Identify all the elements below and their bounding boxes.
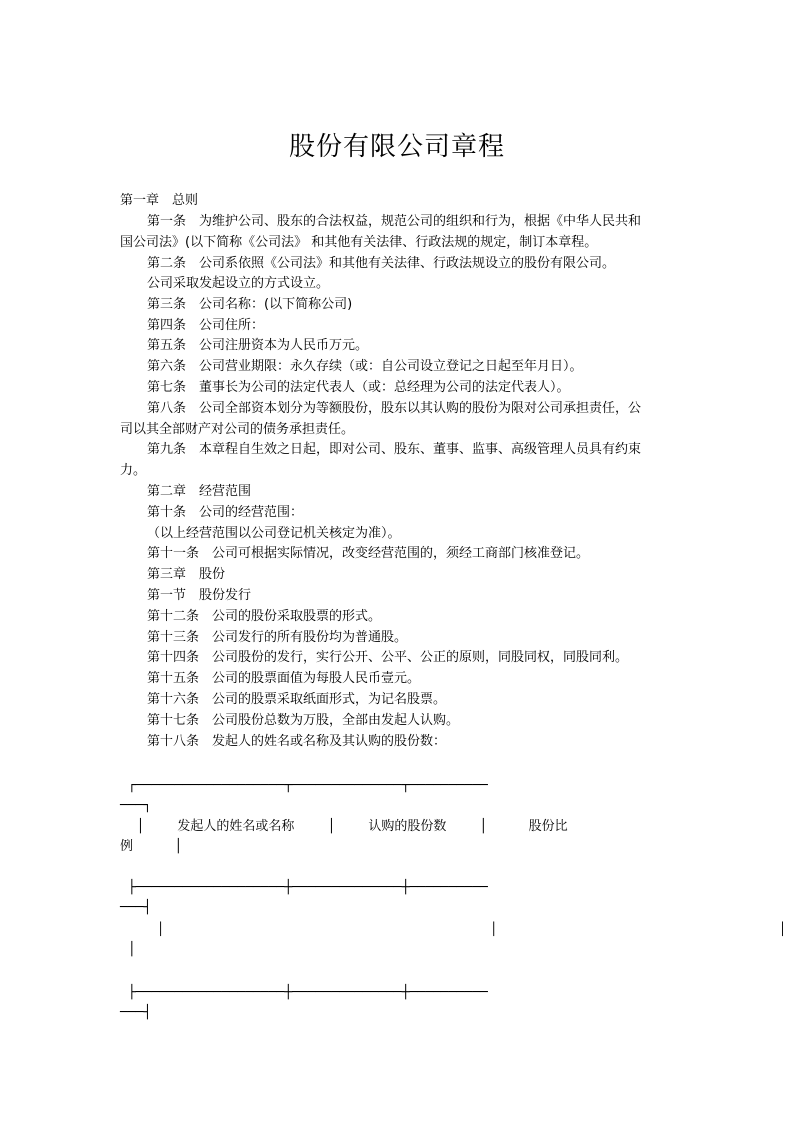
article-line: 第十条 公司的经营范围： [147, 505, 304, 520]
article-line: 第十二条 公司的股份采取股票的形式。 [147, 609, 382, 624]
article-line: 第五条 公司注册资本为人民币万元。 [147, 338, 369, 353]
article-line: 司以其全部财产对公司的债务承担责任。 [120, 422, 355, 437]
article-line: 第四条 公司住所： [147, 318, 265, 333]
table-empty-row-wrap: │ [120, 942, 136, 957]
article-line: 第十六条 公司的股票采取纸面形式，为记名股票。 [147, 692, 447, 707]
article-line: 第十三条 公司发行的所有股份均为普通股。 [147, 630, 408, 645]
article-line: 力。 [120, 463, 147, 478]
page-title: 股份有限公司章程 [288, 132, 505, 162]
article-line: 国公司法》(以下简称《公司法》 和其他有关法律、行政法规的规定，制订本章程。 [120, 235, 598, 250]
article-line: 第六条 公司营业期限：永久存续（或：自公司设立登记之日起至年月日）。 [147, 359, 583, 374]
table-border-bottom: ├───────────────────┼──────────────┼────────── [120, 985, 488, 1000]
article-line: 第一条 为维护公司、股东的合法权益，规范公司的组织和行为，根据《中华人民共和 [147, 214, 642, 229]
table-border-mid-wrap: ───┤ [120, 900, 152, 915]
section-heading: 第一节 股份发行 [147, 588, 252, 603]
article-line: 第三条 公司名称：(以下简称公司) [147, 297, 353, 312]
chapter-heading: 第二章 经营范围 [147, 484, 252, 499]
table-header-row-wrap: 例 │ [120, 839, 183, 854]
article-line: 第七条 董事长为公司的法定代表人（或：总经理为公司的法定代表人）。 [147, 380, 570, 395]
table-header-row: │ 发起人的姓名或名称 │ 认购的股份数 │ 股份比 [120, 819, 568, 834]
article-line: 第二条 公司系依照《公司法》和其他有关法律、行政法规设立的股份有限公司。 [147, 256, 616, 271]
article-line: 第十七条 公司股份总数为万股，全部由发起人认购。 [147, 713, 460, 728]
table-empty-row: │ │ │ [120, 922, 787, 936]
table-border-bottom-wrap: ───┤ [120, 1005, 152, 1020]
article-line: 第十四条 公司股份的发行，实行公开、公平、公正的原则，同股同权，同股同利。 [147, 650, 629, 665]
article-line: 第九条 本章程自生效之日起，即对公司、股东、董事、监事、高级管理人员具有约束 [147, 442, 642, 457]
article-line: 第十一条 公司可根据实际情况，改变经营范围的，须经工商部门核准登记。 [147, 546, 590, 561]
article-line: 第八条 公司全部资本划分为等额股份，股东以其认购的股份为限对公司承担责任，公 [147, 401, 642, 416]
chapter-heading: 第三章 股份 [147, 567, 226, 582]
table-border-mid: ├───────────────────┼──────────────┼────────── [120, 880, 488, 895]
chapter-heading: 第一章 总则 [120, 193, 199, 208]
article-line: 第十八条 发起人的姓名或名称及其认购的股份数： [147, 734, 447, 749]
article-line: （以上经营范围以公司登记机关核定为准）。 [147, 526, 401, 541]
article-line: 第十五条 公司的股票面值为每股人民币壹元。 [147, 671, 421, 686]
table-border-top-wrap: ───┐ [120, 798, 152, 813]
table-border-top: ┌───────────────────┬──────────────┬────────── [120, 778, 488, 793]
article-line: 公司采取发起设立的方式设立。 [147, 276, 330, 291]
